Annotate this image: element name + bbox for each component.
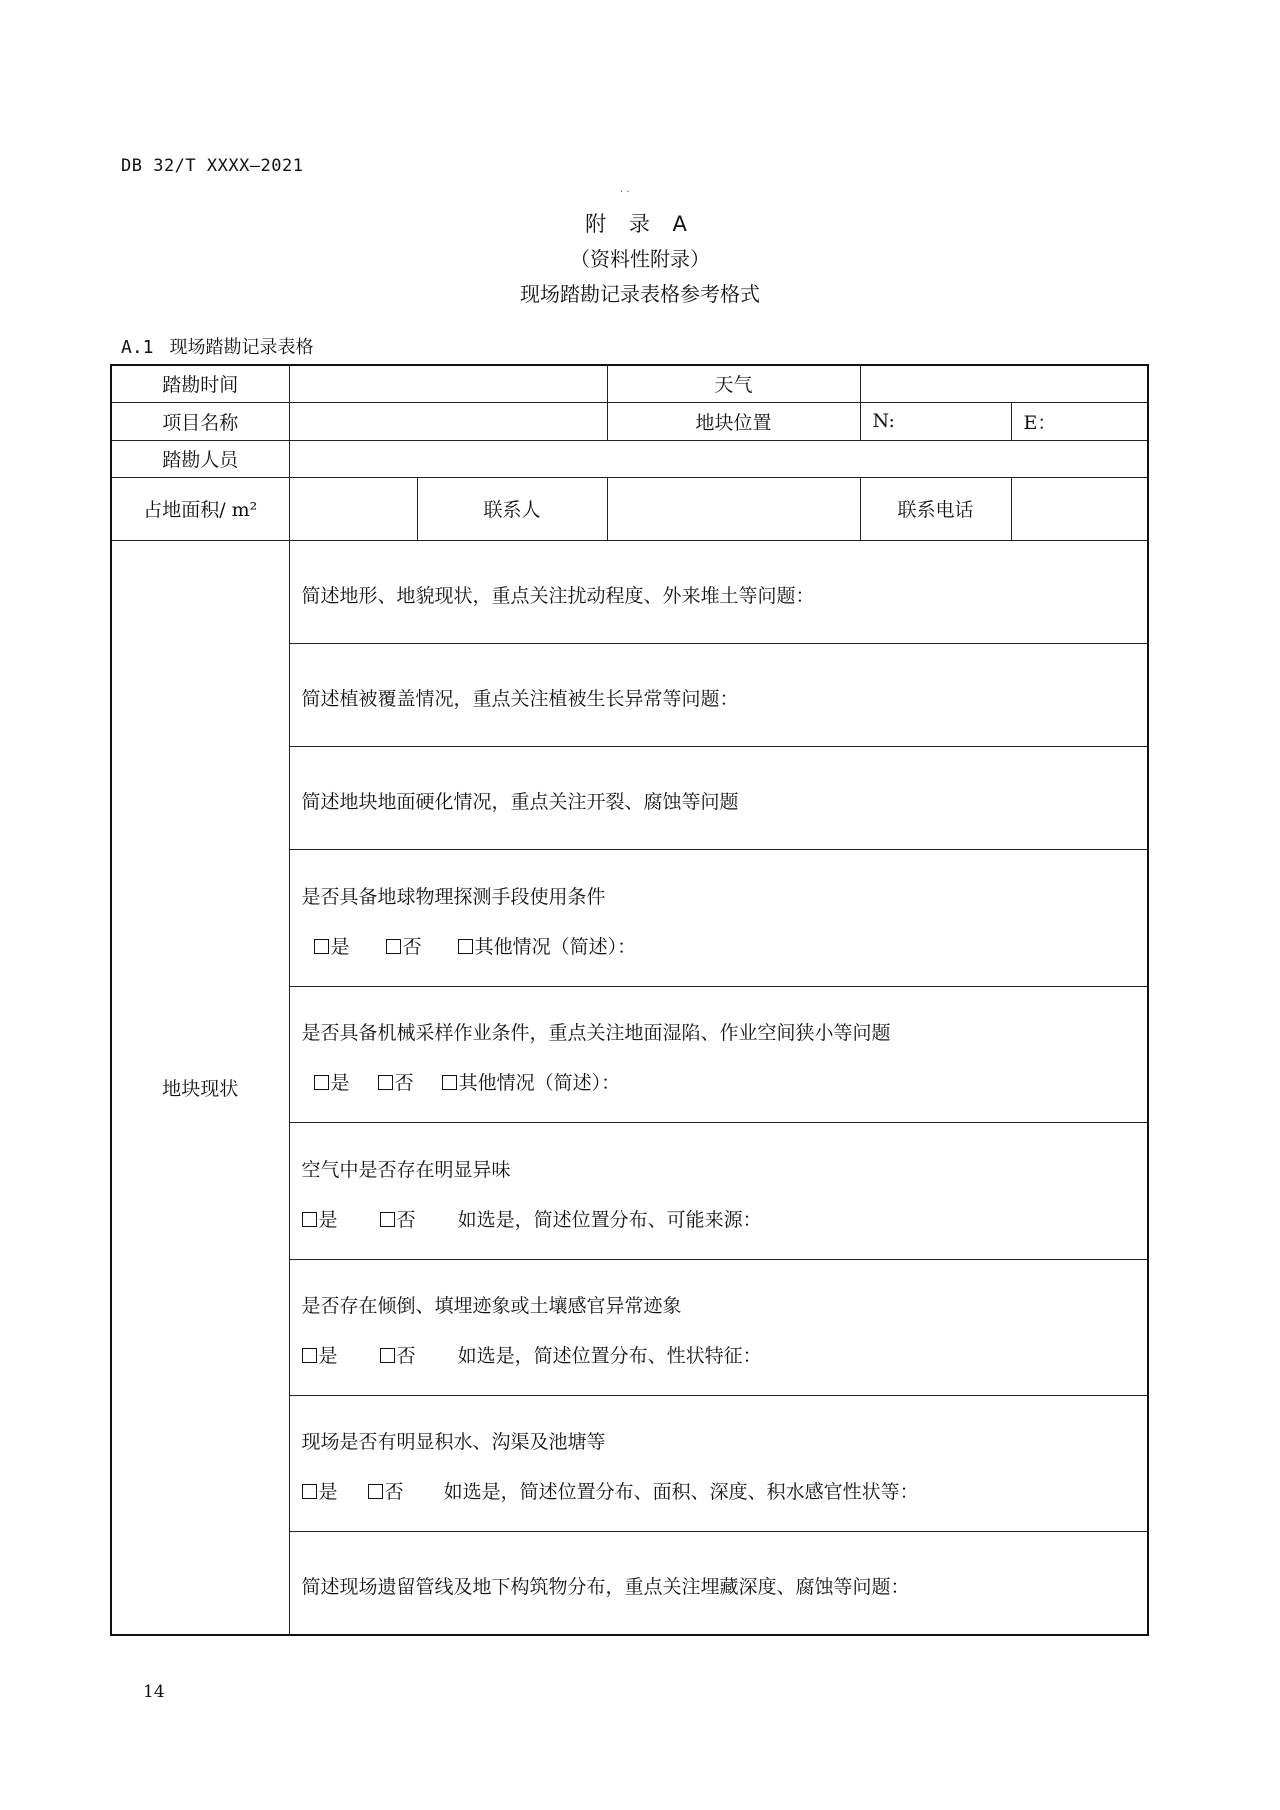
no-checkbox[interactable] — [380, 1212, 395, 1227]
other-label: 其他情况（简述）： — [458, 1072, 621, 1094]
yes-checkbox[interactable] — [302, 1484, 317, 1499]
yes-checkbox[interactable] — [302, 1212, 317, 1227]
question-text: 简述地块地面硬化情况，重点关注开裂、腐蚀等问题 — [301, 790, 739, 813]
yes-checkbox[interactable] — [302, 1348, 317, 1363]
table-row — [111, 440, 1148, 477]
yes-label: 是 — [318, 1345, 338, 1367]
yes-checkbox[interactable] — [314, 1075, 329, 1090]
question-text: 空气中是否存在明显异味 — [301, 1158, 511, 1181]
question-cell[interactable] — [289, 1259, 1148, 1395]
surveyors-value[interactable] — [289, 440, 1148, 477]
appendix-subtitle: （资料性附录） — [570, 247, 710, 271]
plot-status-label: 地块现状 — [111, 540, 289, 1635]
table-row — [111, 365, 1148, 402]
north-coordinate-field[interactable] — [860, 402, 1011, 440]
question-cell[interactable] — [289, 746, 1148, 849]
other-checkbox[interactable] — [442, 1075, 457, 1090]
page-number: 14 — [143, 1682, 165, 1702]
yes-label: 是 — [330, 1072, 350, 1094]
yes-checkbox[interactable] — [314, 939, 329, 954]
follow-up-prompt: 如选是，简述位置分布、性状特征： — [457, 1345, 762, 1367]
weather-label: 天气 — [607, 365, 860, 402]
yes-label: 是 — [318, 1481, 338, 1503]
no-checkbox[interactable] — [386, 939, 401, 954]
document-code: DB 32/T XXXX—2021 — [121, 156, 304, 176]
area-value[interactable] — [289, 477, 417, 540]
appendix-name: 现场踏勘记录表格参考格式 — [520, 282, 760, 306]
table-row — [111, 540, 1148, 643]
yes-label: 是 — [330, 935, 350, 958]
question-text: 简述现场遗留管线及地下构筑物分布，重点关注埋藏深度、腐蚀等问题： — [301, 1575, 910, 1598]
other-label: 其他情况（简述）： — [474, 935, 637, 958]
question-cell[interactable] — [289, 1122, 1148, 1259]
follow-up-prompt: 如选是，简述位置分布、面积、深度、积水感官性状等： — [443, 1481, 919, 1503]
contact-person-label: 联系人 — [417, 477, 607, 540]
east-coordinate-field[interactable] — [1011, 402, 1148, 440]
survey-time-value[interactable] — [289, 365, 607, 402]
question-text: 简述地形、地貌现状，重点关注扰动程度、外来堆土等问题： — [301, 584, 815, 607]
question-cell[interactable] — [289, 849, 1148, 986]
survey-record-table — [110, 364, 1149, 1636]
area-label: 占地面积/ m² — [111, 477, 289, 540]
question-cell[interactable] — [289, 643, 1148, 746]
no-label: 否 — [396, 1345, 416, 1367]
question-cell[interactable] — [289, 1531, 1148, 1635]
table-row — [111, 477, 1148, 540]
question-cell[interactable] — [289, 986, 1148, 1122]
surveyors-label: 踏勘人员 — [111, 440, 289, 477]
no-checkbox[interactable] — [378, 1075, 393, 1090]
yes-label: 是 — [318, 1208, 338, 1231]
section-heading — [121, 333, 314, 359]
east-label: E： — [1023, 411, 1057, 434]
question-cell[interactable] — [289, 540, 1148, 643]
section-number: A.1 — [121, 337, 154, 358]
other-checkbox[interactable] — [458, 939, 473, 954]
appendix-title: 附 录 A — [585, 212, 695, 236]
question-text: 是否具备机械采样作业条件，重点关注地面湿陷、作业空间狭小等问题 — [301, 1022, 891, 1044]
project-name-label: 项目名称 — [111, 402, 289, 440]
plot-location-label: 地块位置 — [607, 402, 860, 440]
north-label: N: — [872, 410, 895, 432]
decorative-dots: . . — [620, 184, 630, 195]
no-label: 否 — [396, 1208, 416, 1231]
table-row — [111, 402, 1148, 440]
contact-phone-value[interactable] — [1011, 477, 1148, 540]
survey-time-label: 踏勘时间 — [111, 365, 289, 402]
section-title: 现场踏勘记录表格 — [169, 337, 314, 358]
contact-person-value[interactable] — [607, 477, 860, 540]
question-text: 是否具备地球物理探测手段使用条件 — [301, 885, 606, 908]
weather-value[interactable] — [860, 365, 1148, 402]
no-checkbox[interactable] — [368, 1484, 383, 1499]
no-label: 否 — [384, 1481, 404, 1503]
no-label: 否 — [402, 935, 422, 958]
question-text: 是否存在倾倒、填埋迹象或土壤感官异常迹象 — [301, 1295, 682, 1317]
no-checkbox[interactable] — [380, 1348, 395, 1363]
question-cell[interactable] — [289, 1395, 1148, 1531]
no-label: 否 — [394, 1072, 414, 1094]
follow-up-prompt: 如选是，简述位置分布、可能来源： — [457, 1208, 762, 1231]
project-name-value[interactable] — [289, 402, 607, 440]
question-text: 简述植被覆盖情况，重点关注植被生长异常等问题： — [301, 687, 739, 710]
question-text: 现场是否有明显积水、沟渠及池塘等 — [301, 1431, 606, 1453]
contact-phone-label: 联系电话 — [860, 477, 1011, 540]
